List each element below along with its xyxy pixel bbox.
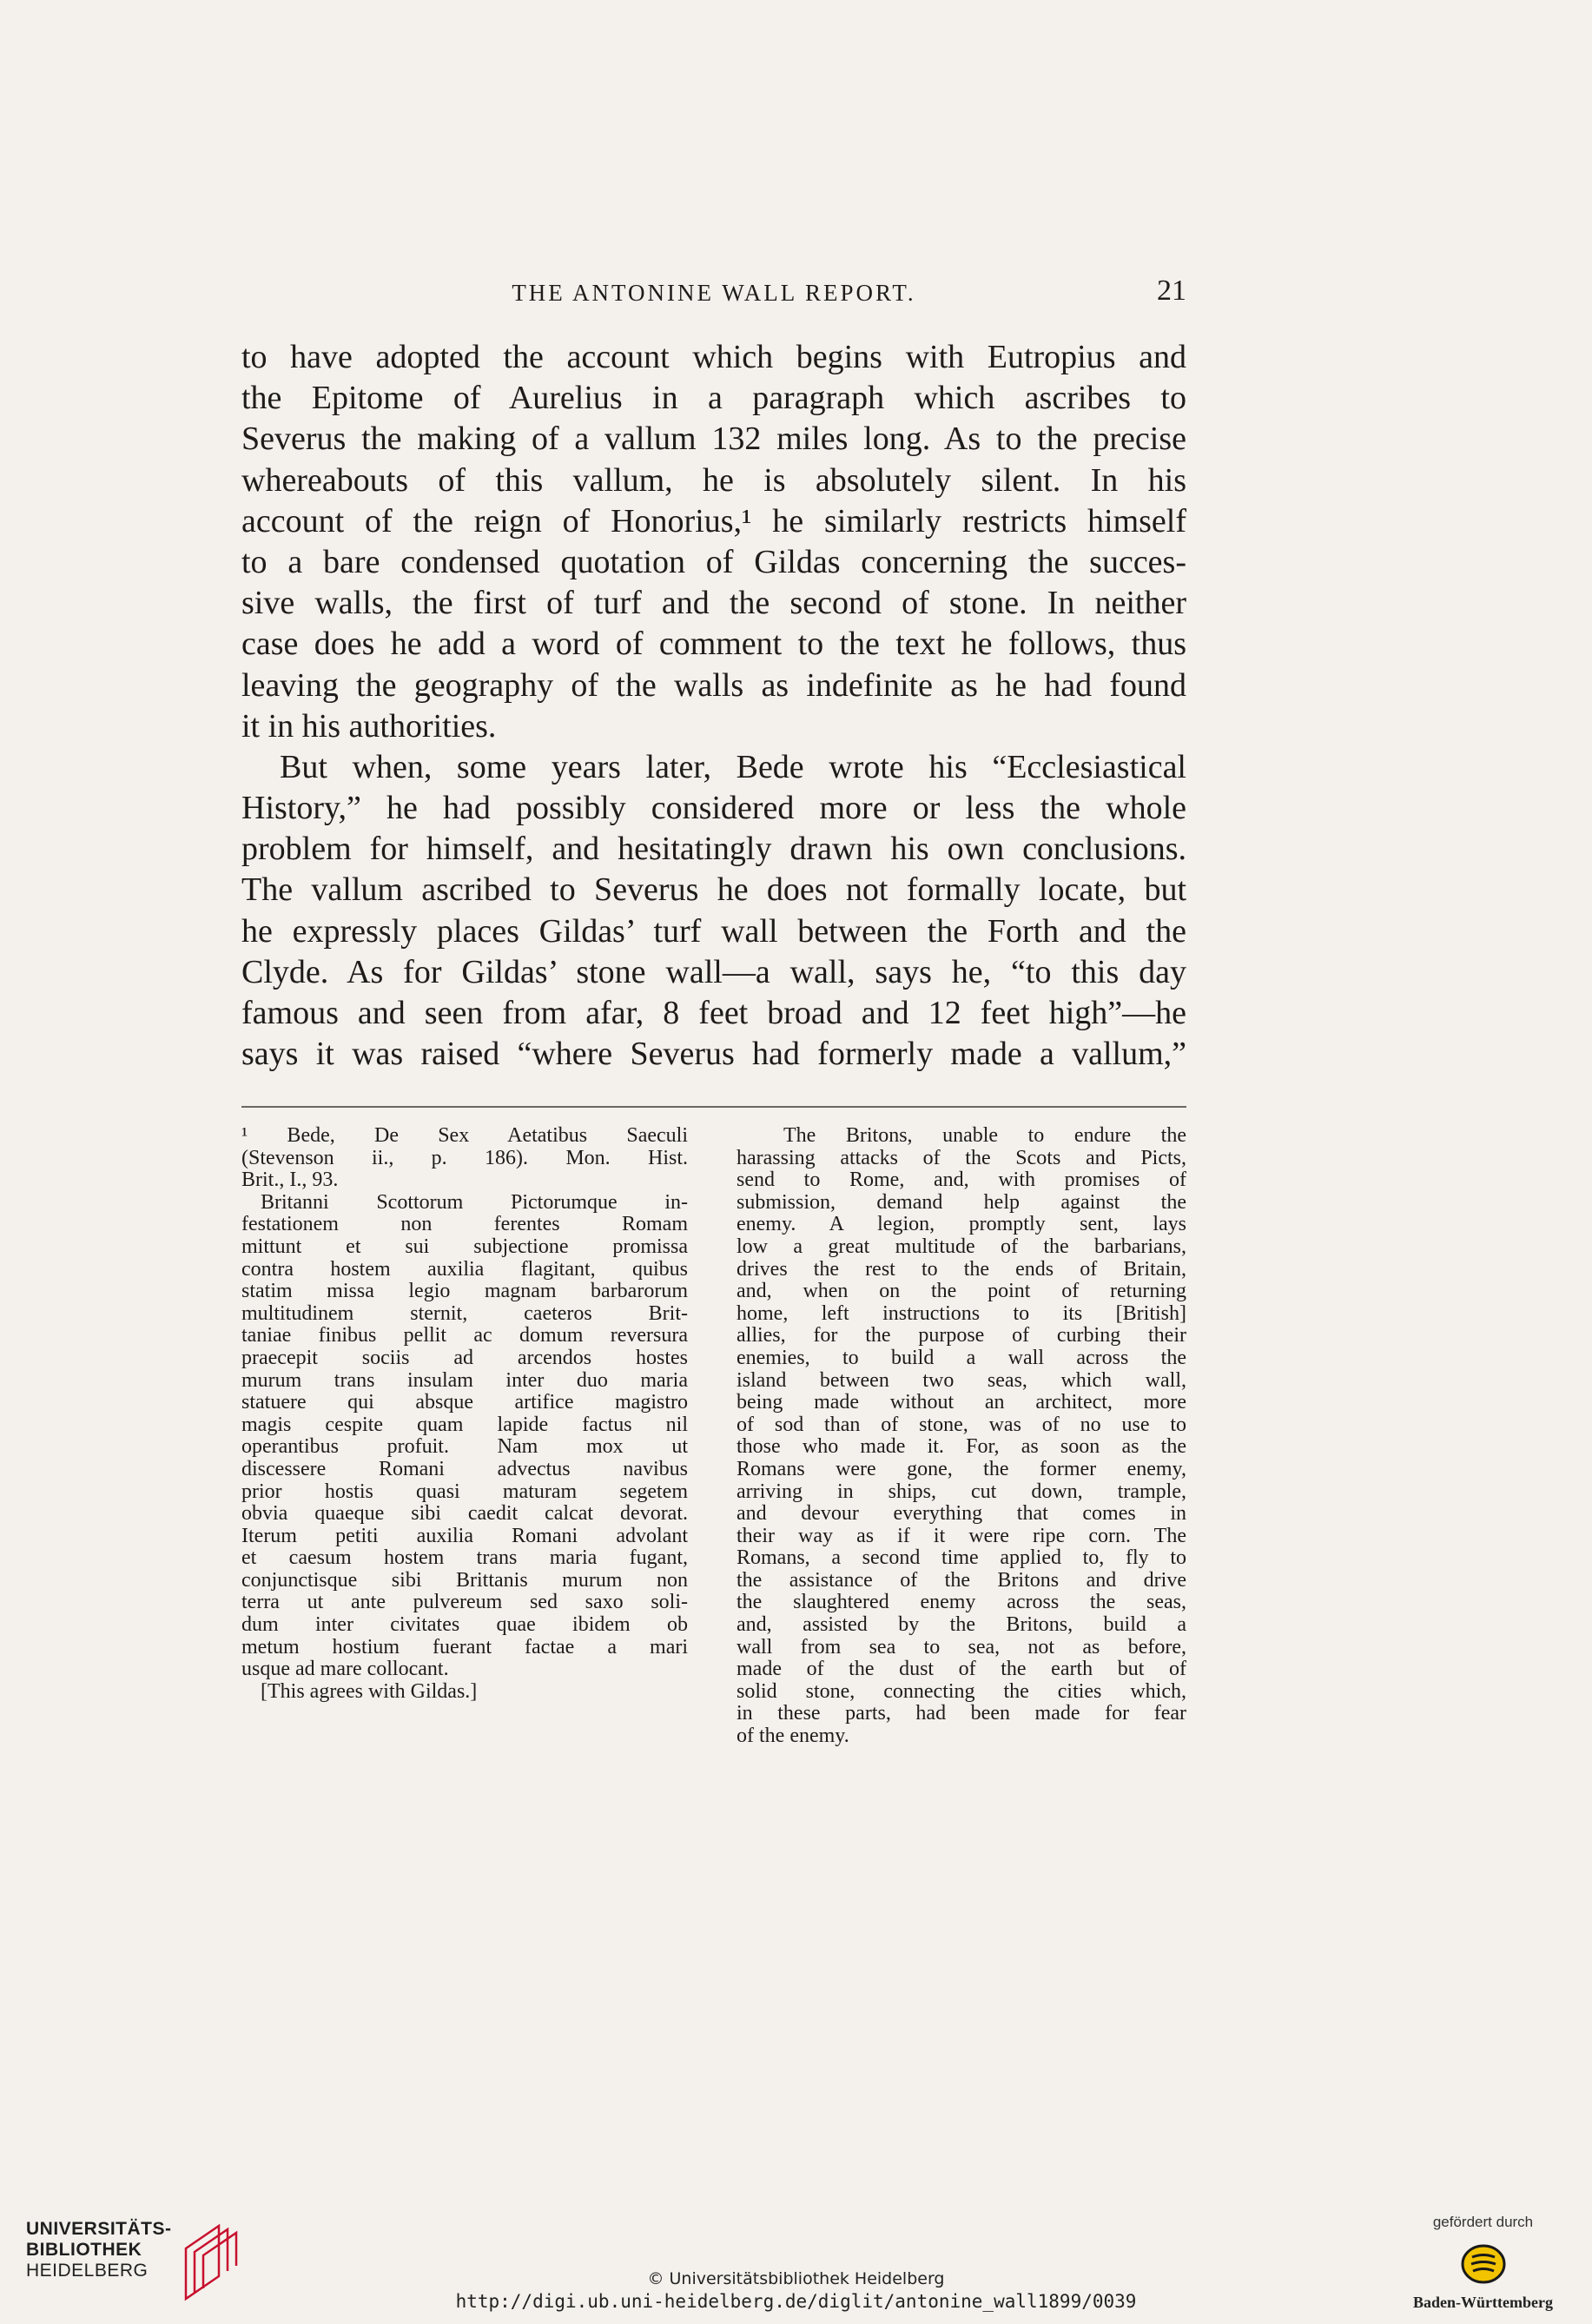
footnote-line: allies, for the purpose of curbing their: [737, 1324, 1186, 1347]
footnote-line: praecepit sociis ad arcendos hostes: [241, 1346, 688, 1369]
footnote-line: of sod than of stone, was of no use to: [737, 1413, 1186, 1436]
footnote-line: the slaughtered enemy across the seas,: [737, 1591, 1186, 1614]
body-line: But when, some years later, Bede wrote his “Ecclesiastical: [280, 748, 1186, 785]
body-line: to a bare condensed quotation of Gildas concerning the succes-: [241, 543, 1186, 580]
footnote-line: magis cespite quam lapide factus nil: [241, 1413, 688, 1436]
body-line: The vallum ascribed to Severus he does not formally locate, but: [241, 871, 1186, 909]
footnote-line: discessere Romani advectus navibus: [241, 1457, 688, 1480]
footnote-line: and, when on the point of returning: [737, 1280, 1186, 1303]
logo-text-line: BIBLIOTHEK: [26, 2240, 142, 2260]
footnote-line: in these parts, had been made for fear: [737, 1702, 1186, 1725]
body-text: [241, 337, 1186, 1075]
footnote-line: operantibus profuit. Nam mox ut: [241, 1435, 688, 1459]
copyright-notice: © Universitätsbibliothek Heidelberg: [647, 2269, 945, 2288]
footnote-line: [This agrees with Gildas.]: [261, 1679, 478, 1703]
footnote-line: Romans, a second time applied to, fly to: [737, 1546, 1186, 1570]
body-line: sive walls, the first of turf and the second of stone. In neither: [241, 585, 1186, 622]
footnote-line: home, left instructions to its [British]: [737, 1301, 1186, 1325]
footnote-line: and, assisted by the Britons, build a: [737, 1613, 1186, 1637]
footnote-line: enemies, to build a wall across the: [737, 1346, 1186, 1369]
body-line: says it was raised “where Severus had formerly made a vallum,”: [241, 1036, 1186, 1073]
footnote-line: submission, demand help against the: [737, 1190, 1186, 1214]
footnote-line: island between two seas, which wall,: [737, 1368, 1186, 1392]
coat-of-arms-icon: [1461, 2241, 1506, 2287]
running-head: [241, 276, 1186, 315]
footnote-line: the assistance of the Britons and drive: [737, 1568, 1186, 1592]
footnote-latin-column: [241, 1125, 688, 1703]
body-line: Clyde. As for Gildas’ stone wall—a wall, says he, “to this day: [241, 953, 1186, 990]
footnote-line: multitudinem sternit, caeteros Brit-: [241, 1301, 688, 1325]
footnote-line: of the enemy.: [737, 1725, 849, 1748]
footnote-line: harassing attacks of the Scots and Picts,: [737, 1146, 1186, 1169]
funder-label: gefördert durch: [1432, 2214, 1534, 2230]
footnote-line: Brit., I., 93.: [241, 1169, 339, 1192]
logo-text-line: HEIDELBERG: [26, 2261, 149, 2281]
footnote-line: (Stevenson ii., p. 186). Mon. Hist.: [241, 1146, 688, 1169]
footnote-line: those who made it. For, as soon as the: [737, 1435, 1186, 1459]
footnote-line: made of the dust of the earth but of: [737, 1658, 1186, 1681]
footnote-line: wall from sea to sea, not as before,: [737, 1635, 1186, 1659]
body-line: famous and seen from afar, 8 feet broad and 12 feet high”—he: [241, 995, 1186, 1031]
running-title: THE ANTONINE WALL REPORT.: [512, 280, 916, 306]
footnote-line: The Britons, unable to endure the: [783, 1124, 1186, 1147]
footnote-line: send to Rome, and, with promises of: [737, 1169, 1186, 1192]
library-logo[interactable]: [26, 2219, 252, 2301]
footnote-line: festationem non ferentes Romam: [241, 1213, 688, 1236]
body-line: leaving the geography of the walls as indefinite as he had found: [241, 666, 1186, 704]
footnote-line: being made without an architect, more: [737, 1391, 1186, 1414]
body-line: account of the reign of Honorius,¹ he similarly restricts himself: [241, 502, 1186, 540]
body-line: case does he add a word of comment to the text he follows, thus: [241, 626, 1186, 663]
footnote-rule: [241, 1106, 1186, 1108]
footnote-line: ¹ Bede, De Sex Aetatibus Saeculi: [241, 1124, 688, 1147]
footnote-line: statim missa legio magnam barbarorum: [241, 1280, 688, 1303]
body-line: problem for himself, and hesitatingly drawn his own conclusions.: [241, 831, 1186, 868]
footnote-line: prior hostis quasi maturam segetem: [241, 1480, 688, 1503]
footnote-line: mittunt et sui subjectione promissa: [241, 1235, 688, 1258]
footnote-line: dum inter civitates quae ibidem ob: [241, 1613, 688, 1637]
footnote-translation-column: [737, 1125, 1186, 1748]
footnote-line: low a great multitude of the barbarians,: [737, 1235, 1186, 1258]
footnote-line: their way as if it were ripe corn. The: [737, 1524, 1186, 1547]
footnote-line: arriving in ships, cut down, trample,: [737, 1480, 1186, 1503]
footnote-line: drives the rest to the ends of Britain,: [737, 1257, 1186, 1281]
body-line: it in his authorities.: [241, 707, 497, 745]
logo-text-line: UNIVERSITÄTS-: [26, 2219, 172, 2239]
page-number: 21: [1157, 275, 1186, 307]
footnote-line: solid stone, connecting the cities which,: [737, 1679, 1186, 1703]
body-line: he expressly places Gildas’ turf wall between the Forth and the: [241, 912, 1186, 950]
body-line: Severus the making of a vallum 132 miles long. As to the precise: [241, 420, 1186, 458]
footnote-line: usque ad mare collocant.: [241, 1658, 449, 1681]
footnote-line: and devour everything that comes in: [737, 1502, 1186, 1526]
footnote-line: taniae finibus pellit ac domum reversura: [241, 1324, 688, 1347]
body-line: to have adopted the account which begins with Eutropius and: [241, 339, 1186, 375]
body-line: whereabouts of this vallum, he is absolutely silent. In his: [241, 461, 1186, 499]
body-line: the Epitome of Aurelius in a paragraph which ascribes to: [241, 380, 1186, 417]
funder-name: Baden-Württemberg: [1413, 2294, 1553, 2311]
footnote-line: obvia quaeque sibi caedit calcat devorat.: [241, 1502, 688, 1526]
footnote-line: Romans were gone, the former enemy,: [737, 1457, 1186, 1480]
footnote-line: statuere qui absque artifice magistro: [241, 1391, 688, 1414]
footnote-line: Iterum petiti auxilia Romani advolant: [241, 1524, 688, 1547]
footnote-line: et caesum hostem trans maria fugant,: [241, 1546, 688, 1570]
body-line: History,” he had possibly considered more or less the whole: [241, 790, 1186, 827]
footnote-line: contra hostem auxilia flagitant, quibus: [241, 1257, 688, 1281]
footnote-line: Britanni Scottorum Pictorumque in-: [261, 1190, 688, 1214]
footnote-line: enemy. A legion, promptly sent, lays: [737, 1213, 1186, 1236]
funder-block: [1390, 2214, 1576, 2318]
footnote-line: conjunctisque sibi Brittanis murum non: [241, 1568, 688, 1592]
footnote-line: murum trans insulam inter duo maria: [241, 1368, 688, 1392]
footnote-line: metum hostium fuerant factae a mari: [241, 1635, 688, 1659]
permalink[interactable]: http://digi.ub.uni-heidelberg.de/diglit/antonine_wall1899/0039: [455, 2291, 1137, 2312]
footnote-line: terra ut ante pulvereum sed saxo soli-: [241, 1591, 688, 1614]
